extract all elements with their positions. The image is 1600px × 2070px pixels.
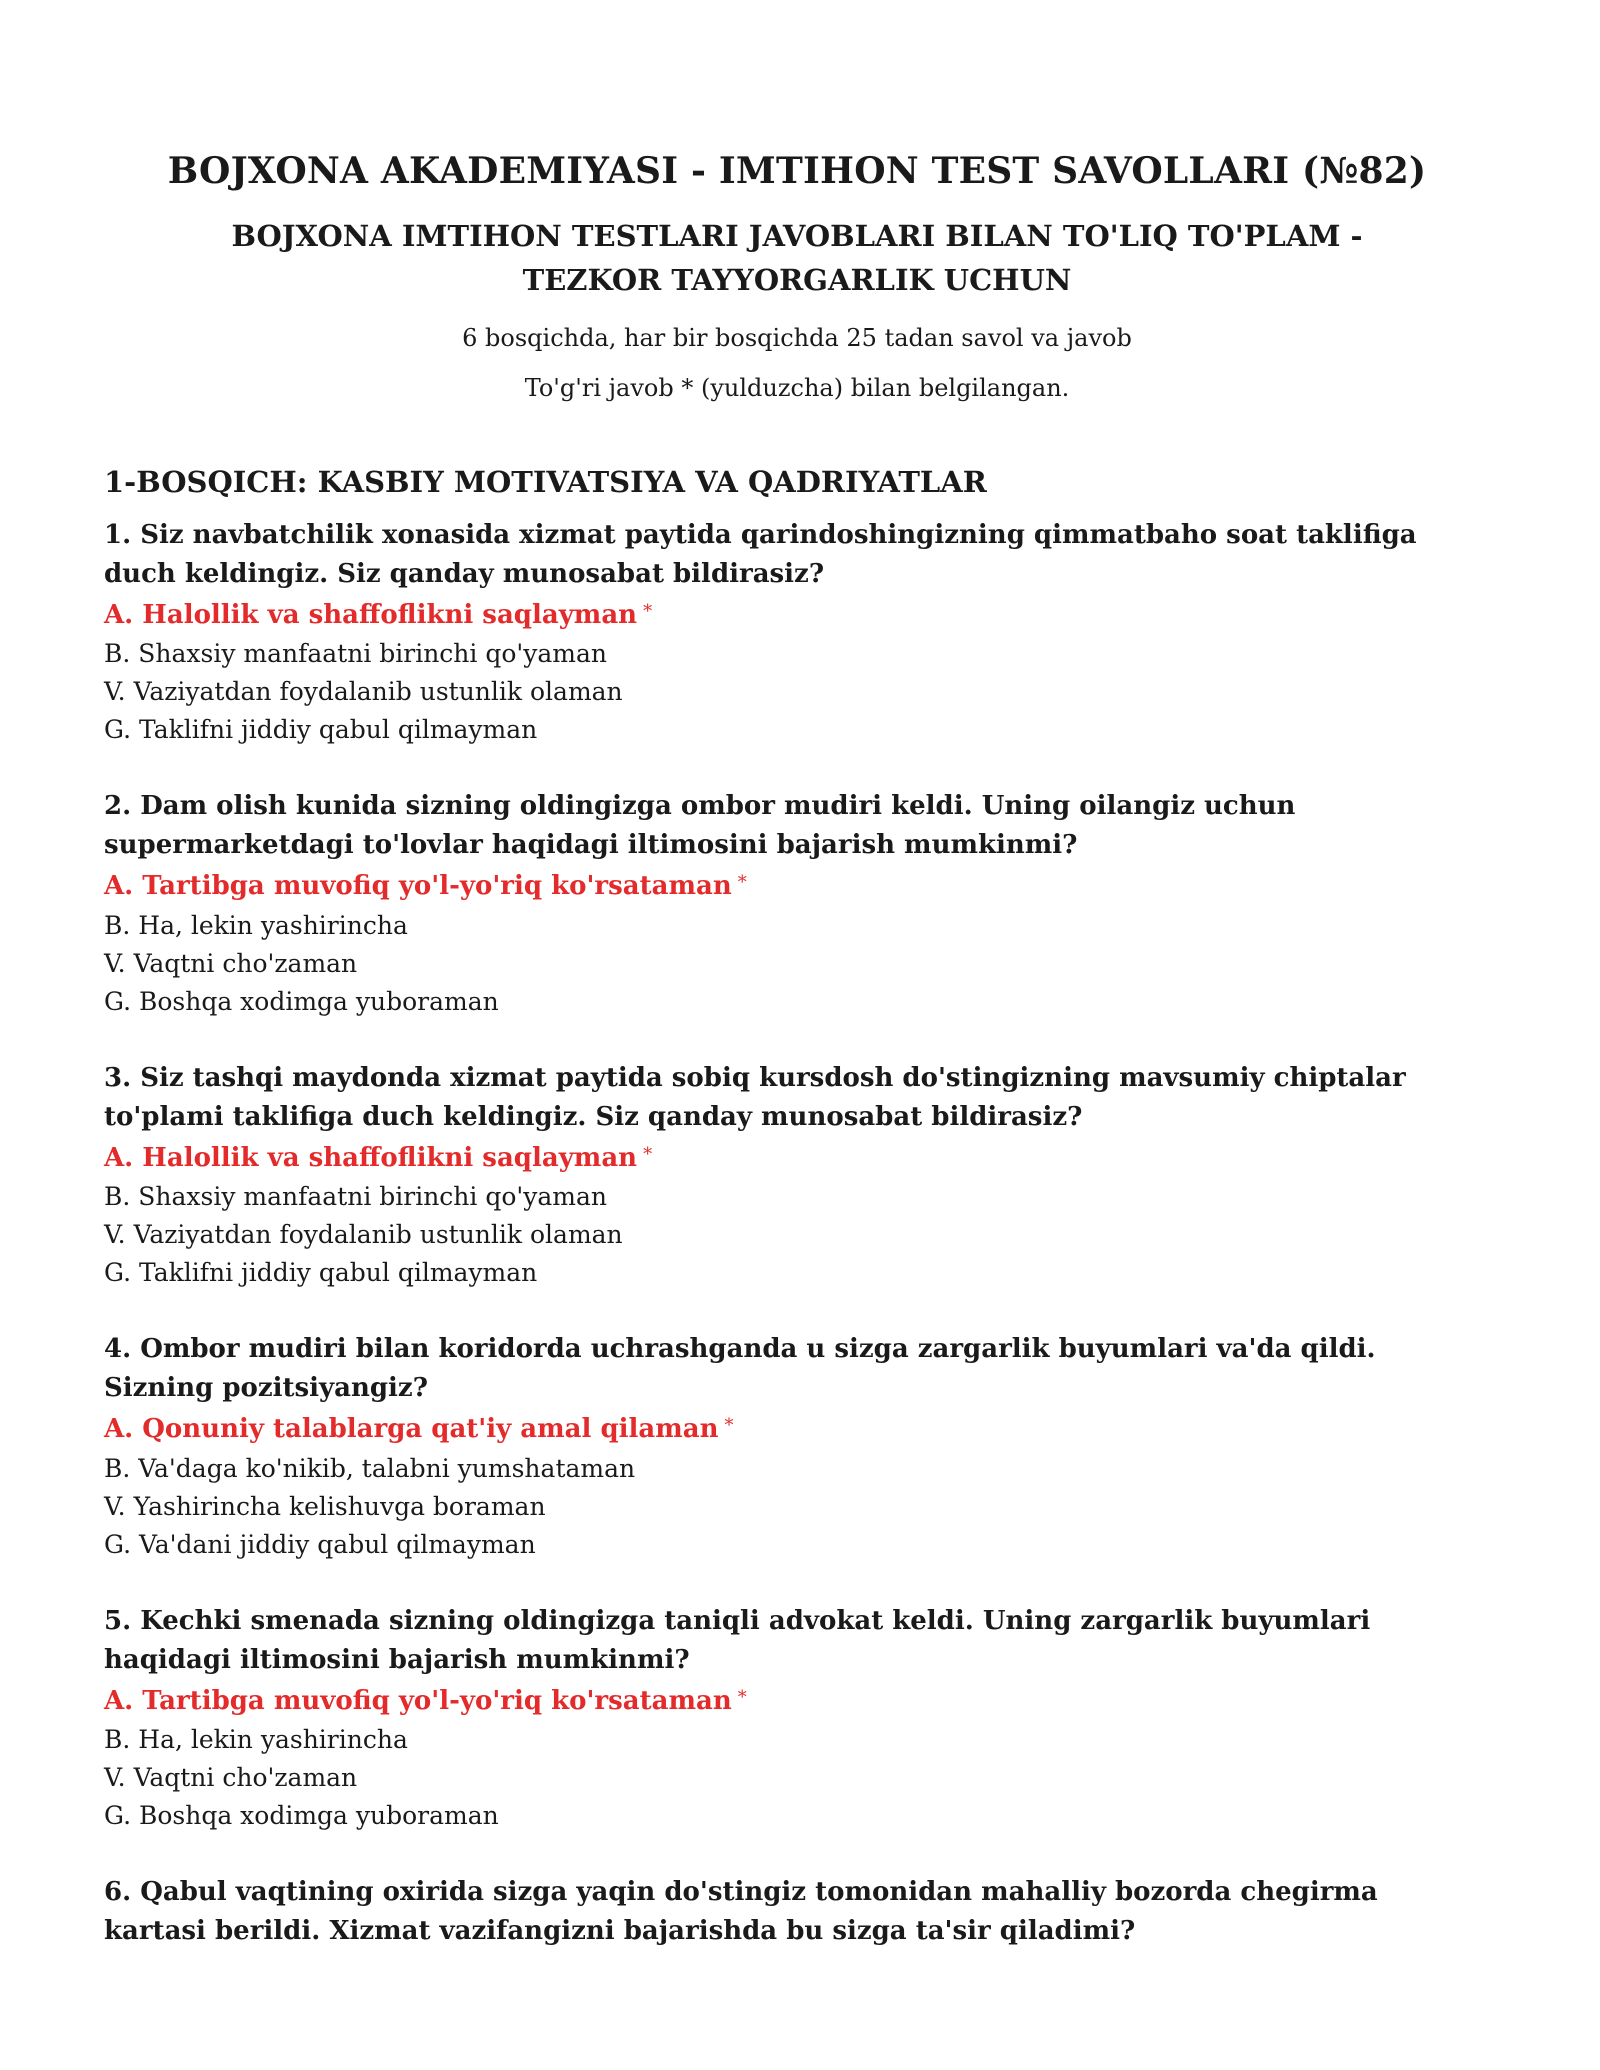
document-header [104, 150, 1490, 406]
option-v: V. Vaqtni cho'zaman [104, 948, 358, 978]
option-a-correct [104, 1682, 1490, 1722]
correct-star-marker: * [737, 872, 747, 894]
option-a-label: A. Tartibga muvofiq yo'l-yo'riq ko'rsataman [104, 1685, 732, 1716]
option-a-correct [104, 867, 1490, 907]
question-6 [104, 1873, 1490, 1951]
correct-star-marker: * [643, 600, 653, 622]
question-text: 4. Ombor mudiri bilan koridorda uchrashganda u sizga zargarlik buyumlari va'da qildi. Sizning pozitsiyangiz? [104, 1334, 1376, 1404]
document-subtitle: BOJXONA IMTIHON TESTLARI JAVOBLARI BILAN TO'LIQ TO'PLAM - TEZKOR TAYYORGARLIK UCHUN [231, 219, 1363, 297]
correct-star-marker: * [724, 1415, 734, 1437]
option-a-label: A. Halollik va shaffoflikni saqlayman [104, 1142, 638, 1173]
correct-star-marker: * [737, 1686, 747, 1708]
question-text: 1. Siz navbatchilik xonasida xizmat paytida qarindoshingizning qimmatbaho soat taklifiga duch keldingiz. Siz qanday munosabat bildirasiz? [104, 519, 1417, 589]
question-text: 3. Siz tashqi maydonda xizmat paytida sobiq kursdosh do'stingizning mavsumiy chiptalar to'plami taklifiga duch keldingiz. Siz qanday munosabat bildirasiz? [104, 1062, 1406, 1132]
option-b: B. Va'daga ko'nikib, talabni yumshataman [104, 1453, 636, 1483]
question-1 [104, 516, 1490, 750]
option-g: G. Taklifni jiddiy qabul qilmayman [104, 1258, 538, 1288]
option-a-correct [104, 596, 1490, 636]
document-note-marker: To'g'ri javob * (yulduzcha) bilan belgilangan. [524, 374, 1070, 403]
option-b: B. Shaxsiy manfaatni birinchi qo'yaman [104, 639, 608, 669]
option-a-correct [104, 1139, 1490, 1179]
option-g: G. Boshqa xodimga yuboraman [104, 1801, 499, 1831]
document-title: BOJXONA AKADEMIYASI - IMTIHON TEST SAVOLLARI (№82) [167, 150, 1427, 192]
option-v: V. Yashirincha kelishuvga boraman [104, 1491, 546, 1521]
section-title: 1-BOSQICH: KASBIY MOTIVATSIYA VA QADRIYATLAR [104, 465, 987, 500]
question-2 [104, 787, 1490, 1021]
option-a-label: A. Tartibga muvofiq yo'l-yo'riq ko'rsataman [104, 871, 732, 902]
option-a-label: A. Qonuniy talablarga qat'iy amal qilaman [104, 1414, 719, 1445]
option-v: V. Vaziyatdan foydalanib ustunlik olaman [104, 677, 623, 707]
question-text: 2. Dam olish kunida sizning oldingizga ombor mudiri keldi. Uning oilangiz uchun supermarketdagi to'lovlar haqidagi iltimosini bajarish mumkinmi? [104, 791, 1296, 861]
option-g: G. Va'dani jiddiy qabul qilmayman [104, 1529, 536, 1559]
option-v: V. Vaziyatdan foydalanib ustunlik olaman [104, 1220, 623, 1250]
option-b: B. Shaxsiy manfaatni birinchi qo'yaman [104, 1182, 608, 1212]
correct-star-marker: * [643, 1143, 653, 1165]
document-note-stages: 6 bosqichda, har bir bosqichda 25 tadan savol va javob [462, 324, 1132, 353]
question-5 [104, 1602, 1490, 1836]
option-v: V. Vaqtni cho'zaman [104, 1763, 358, 1793]
option-g: G. Taklifni jiddiy qabul qilmayman [104, 715, 538, 745]
option-a-label: A. Halollik va shaffoflikni saqlayman [104, 599, 638, 630]
question-3 [104, 1059, 1490, 1293]
question-text: 6. Qabul vaqtining oxirida sizga yaqin do'stingiz tomonidan mahalliy bozorda chegirma kartasi berildi. Xizmat vazifangizni bajarishda bu sizga ta'sir qiladimi? [104, 1877, 1378, 1947]
option-b: B. Ha, lekin yashirincha [104, 1725, 408, 1755]
option-a-correct [104, 1410, 1490, 1450]
question-4 [104, 1330, 1490, 1564]
question-text: 5. Kechki smenada sizning oldingizga taniqli advokat keldi. Uning zargarlik buyumlari haqidagi iltimosini bajarish mumkinmi? [104, 1605, 1371, 1675]
option-b: B. Ha, lekin yashirincha [104, 910, 408, 940]
option-g: G. Boshqa xodimga yuboraman [104, 986, 499, 1016]
